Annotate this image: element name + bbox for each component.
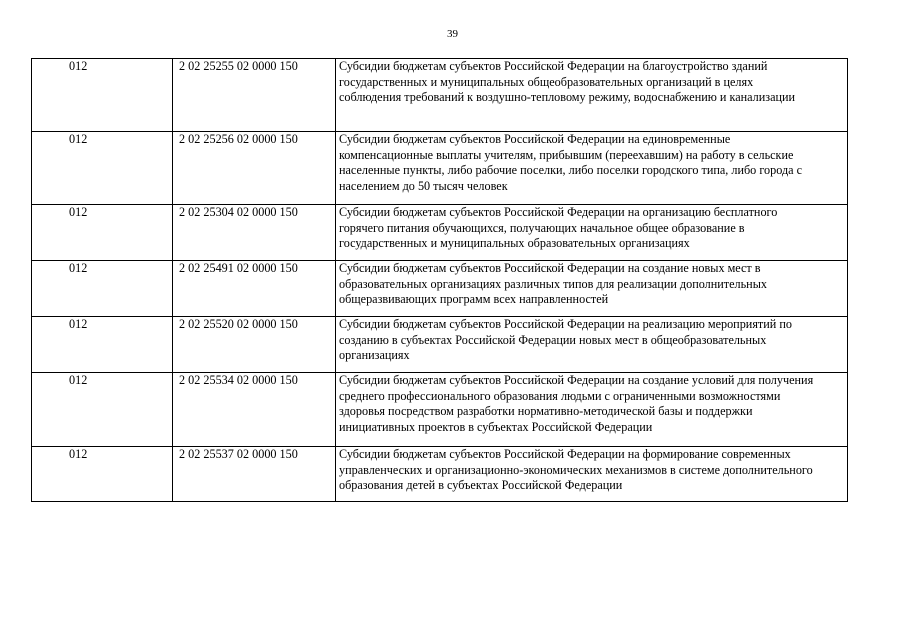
admin-code-cell: 012 (32, 132, 173, 205)
income-name-line: среднего профессионального образования людьми с ограниченными возможностями (339, 388, 781, 403)
income-name-cell (336, 205, 848, 261)
income-name-line: Субсидии бюджетам субъектов Российской Федерации на благоустройство зданий (339, 59, 768, 73)
income-code-cell: 2 02 25255 02 0000 150 (173, 59, 336, 132)
income-name-line: соблюдения требований к воздушно-тепловому режиму, водоснабжению и канализации (339, 90, 796, 104)
income-name-line: инициативных проектов в субъектах Российской Федерации (339, 419, 653, 434)
income-name-line: общеразвивающих программ всех направленностей (339, 292, 609, 306)
table-row (32, 59, 848, 132)
income-name-line: горячего питания обучающихся, получающих начальное общее образование в (339, 220, 745, 235)
admin-code-cell: 012 (32, 205, 173, 261)
income-name-line: управленческих и организационно-экономических механизмов в системе дополнительного (339, 462, 813, 477)
income-name-line: Субсидии бюджетам субъектов Российской Федерации на формирование современных (339, 447, 791, 461)
table-row (32, 373, 848, 447)
income-name-line: образования детей в субъектах Российской Федерации (339, 478, 623, 492)
table-body (32, 59, 848, 502)
income-name-line: созданию в субъектах Российской Федерации новых мест в общеобразовательных (339, 332, 767, 347)
budget-classification-table (31, 58, 848, 502)
income-name-line: Субсидии бюджетам субъектов Российской Федерации на организацию бесплатного (339, 205, 778, 219)
income-name-line: Субсидии бюджетам субъектов Российской Федерации на создание условий для получения (339, 373, 814, 387)
income-name-line: Субсидии бюджетам субъектов Российской Федерации на реализацию мероприятий по (339, 317, 792, 331)
income-name-cell (336, 373, 848, 447)
income-name-line: здоровья посредством разработки нормативно-методической базы и поддержки (339, 404, 753, 418)
income-name-line: государственных и муниципальных образовательных организациях (339, 236, 690, 250)
table-row (32, 447, 848, 502)
income-code-cell: 2 02 25534 02 0000 150 (173, 373, 336, 447)
income-name-cell (336, 132, 848, 205)
table-row (32, 317, 848, 373)
table-row (32, 132, 848, 205)
income-name-line: организациях (339, 348, 410, 362)
income-name-line: Субсидии бюджетам субъектов Российской Федерации на единовременные (339, 132, 731, 146)
admin-code-cell: 012 (32, 59, 173, 132)
income-name-cell (336, 261, 848, 317)
admin-code-cell: 012 (32, 373, 173, 447)
income-name-line: населением до 50 тысяч человек (339, 178, 508, 193)
income-name-line: компенсационные выплаты учителям, прибывшим (переехавшим) на работу в сельские (339, 147, 794, 162)
income-name-line: образовательных организациях различных типов для реализации дополнительных (339, 276, 767, 291)
page-number: 39 (447, 28, 458, 40)
table-row (32, 261, 848, 317)
income-code-cell: 2 02 25304 02 0000 150 (173, 205, 336, 261)
income-code-cell: 2 02 25537 02 0000 150 (173, 447, 336, 502)
income-code-cell: 2 02 25520 02 0000 150 (173, 317, 336, 373)
income-name-line: Субсидии бюджетам субъектов Российской Федерации на создание новых мест в (339, 261, 761, 275)
admin-code-cell: 012 (32, 317, 173, 373)
admin-code-cell: 012 (32, 447, 173, 502)
income-name-cell (336, 317, 848, 373)
income-name-line: государственных и муниципальных общеобразовательных организаций в целях (339, 74, 754, 89)
table-row (32, 205, 848, 261)
income-code-cell: 2 02 25256 02 0000 150 (173, 132, 336, 205)
income-code-cell: 2 02 25491 02 0000 150 (173, 261, 336, 317)
income-name-cell (336, 59, 848, 132)
admin-code-cell: 012 (32, 261, 173, 317)
income-name-line: населенные пункты, либо рабочие поселки, либо поселки городского типа, либо города с (339, 163, 803, 177)
income-name-cell (336, 447, 848, 502)
